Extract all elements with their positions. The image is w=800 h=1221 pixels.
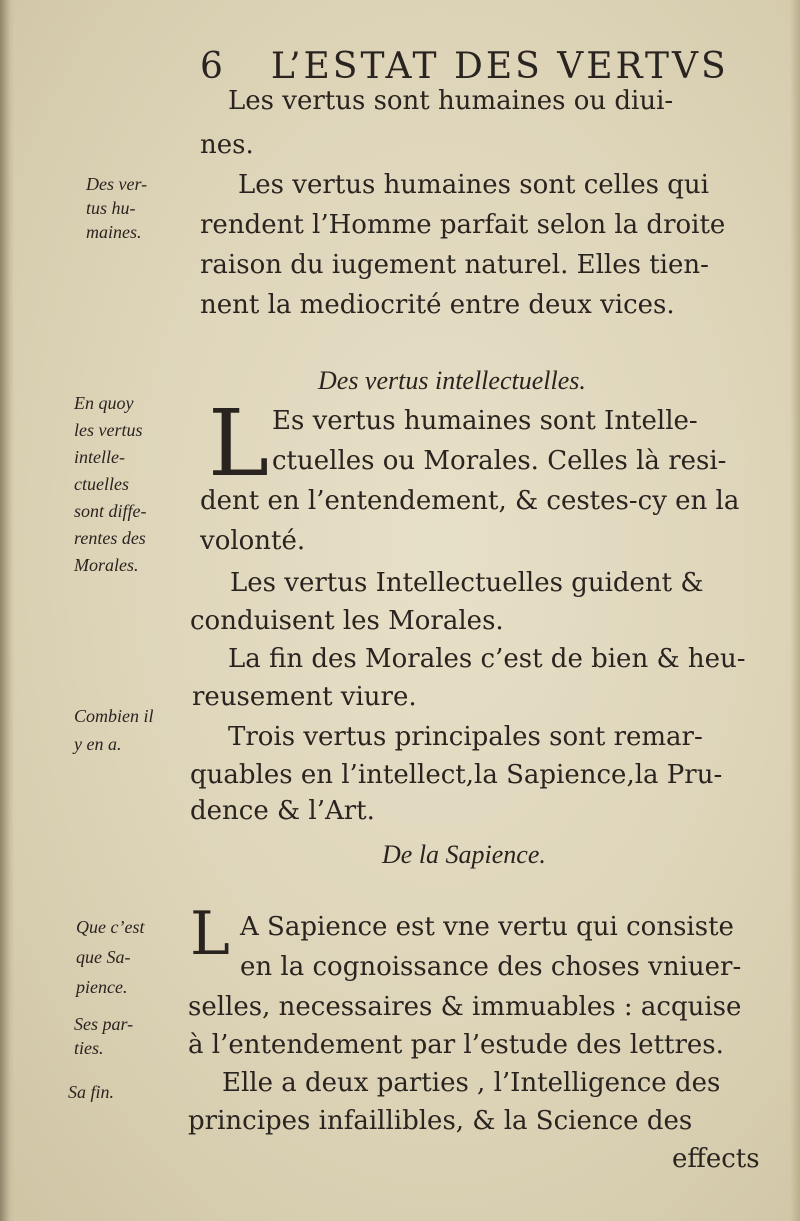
text-line: dent en l’entendement, & cestes-cy en la	[200, 486, 740, 516]
text-line: conduisent les Morales.	[190, 606, 504, 636]
text-line: Les vertus Intellectuelles guident &	[230, 568, 704, 598]
text-line: Les vertus humaines sont celles qui	[238, 170, 709, 200]
margin-note-combien: Combien il y en a.	[74, 706, 154, 754]
text-line: La fin des Morales c’est de bien & heu-	[228, 644, 746, 674]
text-line: quables en l’intellect,la Sapience,la Pru-	[190, 760, 723, 790]
text-line: rendent l’Homme parfait selon la droite	[200, 210, 726, 240]
page-number: 6	[200, 46, 226, 87]
text-line: à l’entendement par l’estude des lettres.	[188, 1030, 724, 1060]
text-line: en la cognoissance des choses vniuer-	[240, 952, 742, 982]
text-line: ctuelles ou Morales. Celles là resi-	[272, 446, 727, 476]
running-title: L’ESTAT DES VERTVS	[270, 46, 729, 87]
text-line: nent la mediocrité entre deux vices.	[200, 290, 675, 320]
text-line: raison du iugement naturel. Elles tien-	[200, 250, 709, 280]
margin-note-fin: Sa fin.	[68, 1082, 115, 1102]
page-edge-shadow	[790, 0, 800, 1221]
text-line: A Sapience est vne vertu qui consiste	[240, 912, 734, 942]
margin-note-humaines: Des ver- tus hu- maines.	[86, 174, 148, 242]
text-line: Trois vertus principales sont remar-	[228, 722, 703, 752]
text-line: reusement viure.	[192, 682, 417, 712]
page-gutter-shadow	[0, 0, 14, 1221]
text-line: nes.	[200, 130, 254, 160]
section-heading-sapience: De la Sapience.	[382, 840, 546, 869]
text-line: Elle a deux parties , l’Intelligence des	[222, 1068, 721, 1098]
text-line: principes infaillibles, & la Science des	[188, 1106, 693, 1136]
drop-cap: L	[208, 390, 270, 497]
margin-note-sapience: Que c’est que Sa- pience.	[76, 917, 145, 997]
text-line: dence & l’Art.	[190, 796, 375, 826]
drop-cap: L	[190, 899, 230, 969]
text-line: Es vertus humaines sont Intelle-	[272, 406, 698, 436]
text-line: Les vertus sont humaines ou diui-	[228, 86, 674, 116]
text-line: selles, necessaires & immuables : acquise	[188, 992, 742, 1022]
margin-note-parties: Ses par- ties.	[74, 1014, 134, 1058]
text-line: volonté.	[200, 526, 306, 556]
catchword: effects	[672, 1144, 760, 1174]
section-heading-intellectuelles: Des vertus intellectuelles.	[318, 366, 586, 395]
margin-note-intellectuelles: En quoy les vertus intelle- ctuelles sont diffe- rentes des Morales.	[74, 393, 147, 575]
running-header	[200, 46, 729, 87]
